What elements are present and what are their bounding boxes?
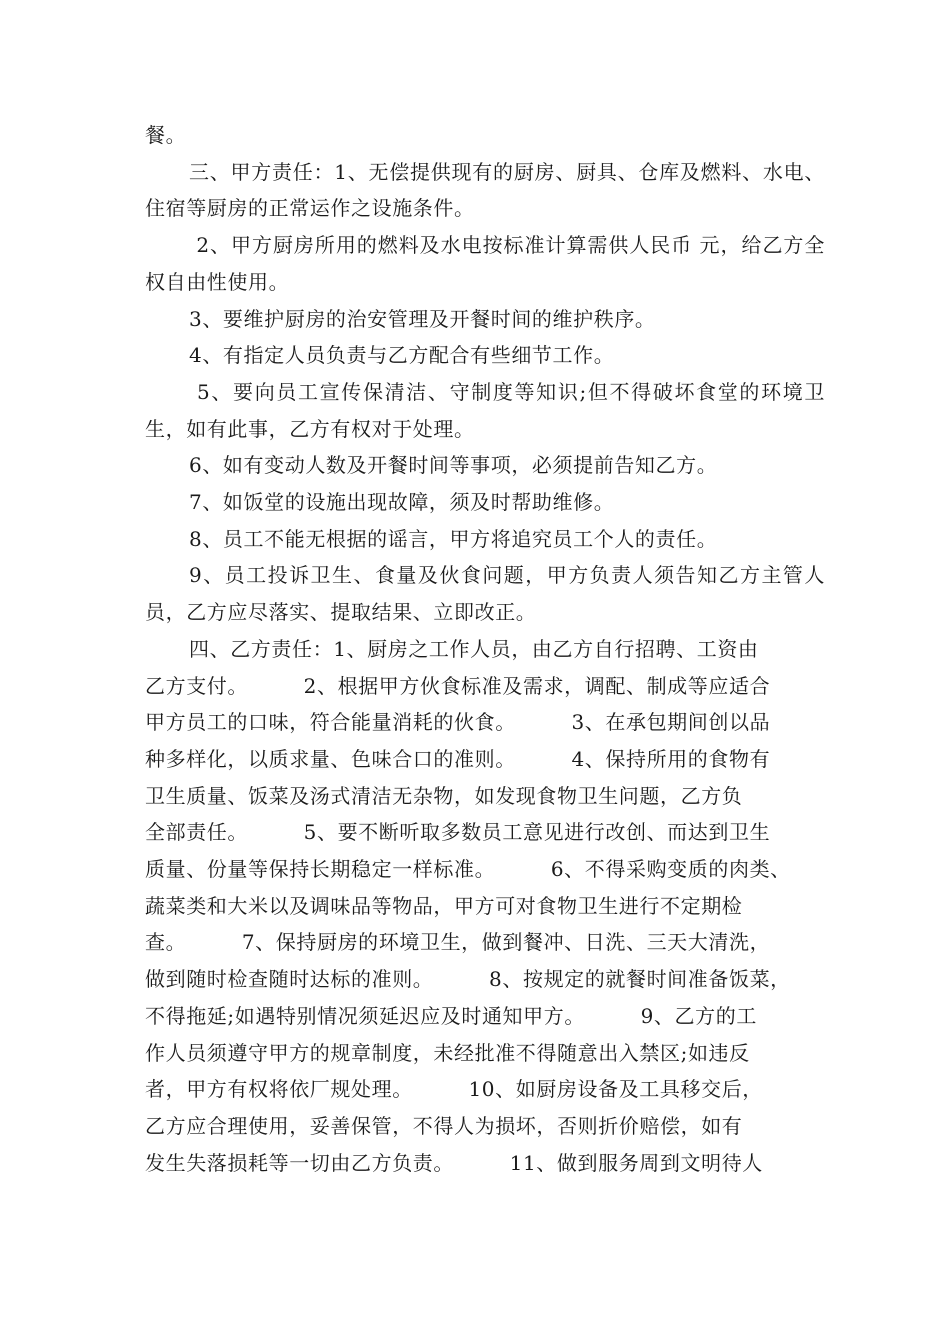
paragraph-item-2: 2、甲方厨房所用的燃料及水电按标准计算需供人民币 元，给乙方全权自由性使用。 [145, 233, 825, 294]
section-four-line: 者，甲方有权将依厂规处理。 10、如厨房设备及工具移交后， [145, 1077, 763, 1102]
section-four-line: 蔬菜类和大米以及调味品等物品，甲方可对食物卫生进行不定期检 [145, 893, 743, 918]
section-four-line: 做到随时检查随时达标的准则。 8、按规定的就餐时间准备饭菜， [145, 967, 791, 992]
section-four-line: 乙方支付。 2、根据甲方伙食标准及需求，调配、制成等应适合 [145, 673, 771, 698]
section-four-line: 质量、份量等保持长期稳定一样标准。 6、不得采购变质的肉类、 [145, 857, 791, 882]
paragraph-item-5: 5、要向员工宣传保清洁、守制度等知识;但不得破坏食堂的环境卫生，如有此事，乙方有权对于处理。 [145, 379, 825, 441]
paragraph-item-8: 8、员工不能无根据的谣言，甲方将追究员工个人的责任。 [189, 526, 718, 551]
paragraph-item-9: 9、员工投诉卫生、食量及伙食问题，甲方负责人须告知乙方主管人员，乙方应尽落实、提取结果、立即改正。 [145, 563, 825, 625]
paragraph-item-4: 4、有指定人员负责与乙方配合有些细节工作。 [189, 343, 615, 368]
section-four-line: 全部责任。 5、要不断听取多数员工意见进行改创、而达到卫生 [145, 820, 771, 845]
section-four-line: 甲方员工的口味，符合能量消耗的伙食。 3、在承包期间创以品 [145, 710, 771, 735]
paragraph-item-7: 7、如饭堂的设施出现故障，须及时帮助维修。 [189, 490, 615, 515]
paragraph-item-6: 6、如有变动人数及开餐时间等事项，必须提前告知乙方。 [189, 453, 718, 478]
section-four-line: 查。 7、保持厨房的环境卫生，做到餐冲、日洗、三天大清洗， [145, 930, 771, 955]
paragraph-item-3: 3、要维护厨房的治安管理及开餐时间的维护秩序。 [189, 306, 656, 331]
continuation-text: 餐。 [145, 123, 187, 147]
document-body [145, 117, 825, 1181]
section-four-line: 不得拖延;如遇特别情况须延迟应及时通知甲方。 9、乙方的工 [145, 1003, 757, 1028]
section-four-line: 种多样化，以质求量、色味合口的准则。 4、保持所用的食物有 [145, 746, 771, 771]
section-four-line: 发生失落损耗等一切由乙方负责。 11、做到服务周到文明待人 [145, 1150, 763, 1175]
paragraph-section-three: 三、甲方责任：1、无偿提供现有的厨房、厨具、仓库及燃料、水电、住宿等厨房的正常运作之设施条件。 [145, 159, 825, 221]
section-four-line: 乙方应合理使用，妥善保管，不得人为损坏，否则折价赔偿，如有 [145, 1113, 743, 1138]
section-four-line: 四、乙方责任：1、厨房之工作人员，由乙方自行招聘、工资由 [189, 636, 759, 661]
paragraph-section-four [145, 631, 825, 1182]
section-four-line: 卫生质量、饭菜及汤式清洁无杂物，如发现食物卫生问题，乙方负 [145, 783, 743, 808]
section-four-line: 作人员须遵守甲方的规章制度，未经批准不得随意出入禁区;如违反 [145, 1040, 750, 1065]
